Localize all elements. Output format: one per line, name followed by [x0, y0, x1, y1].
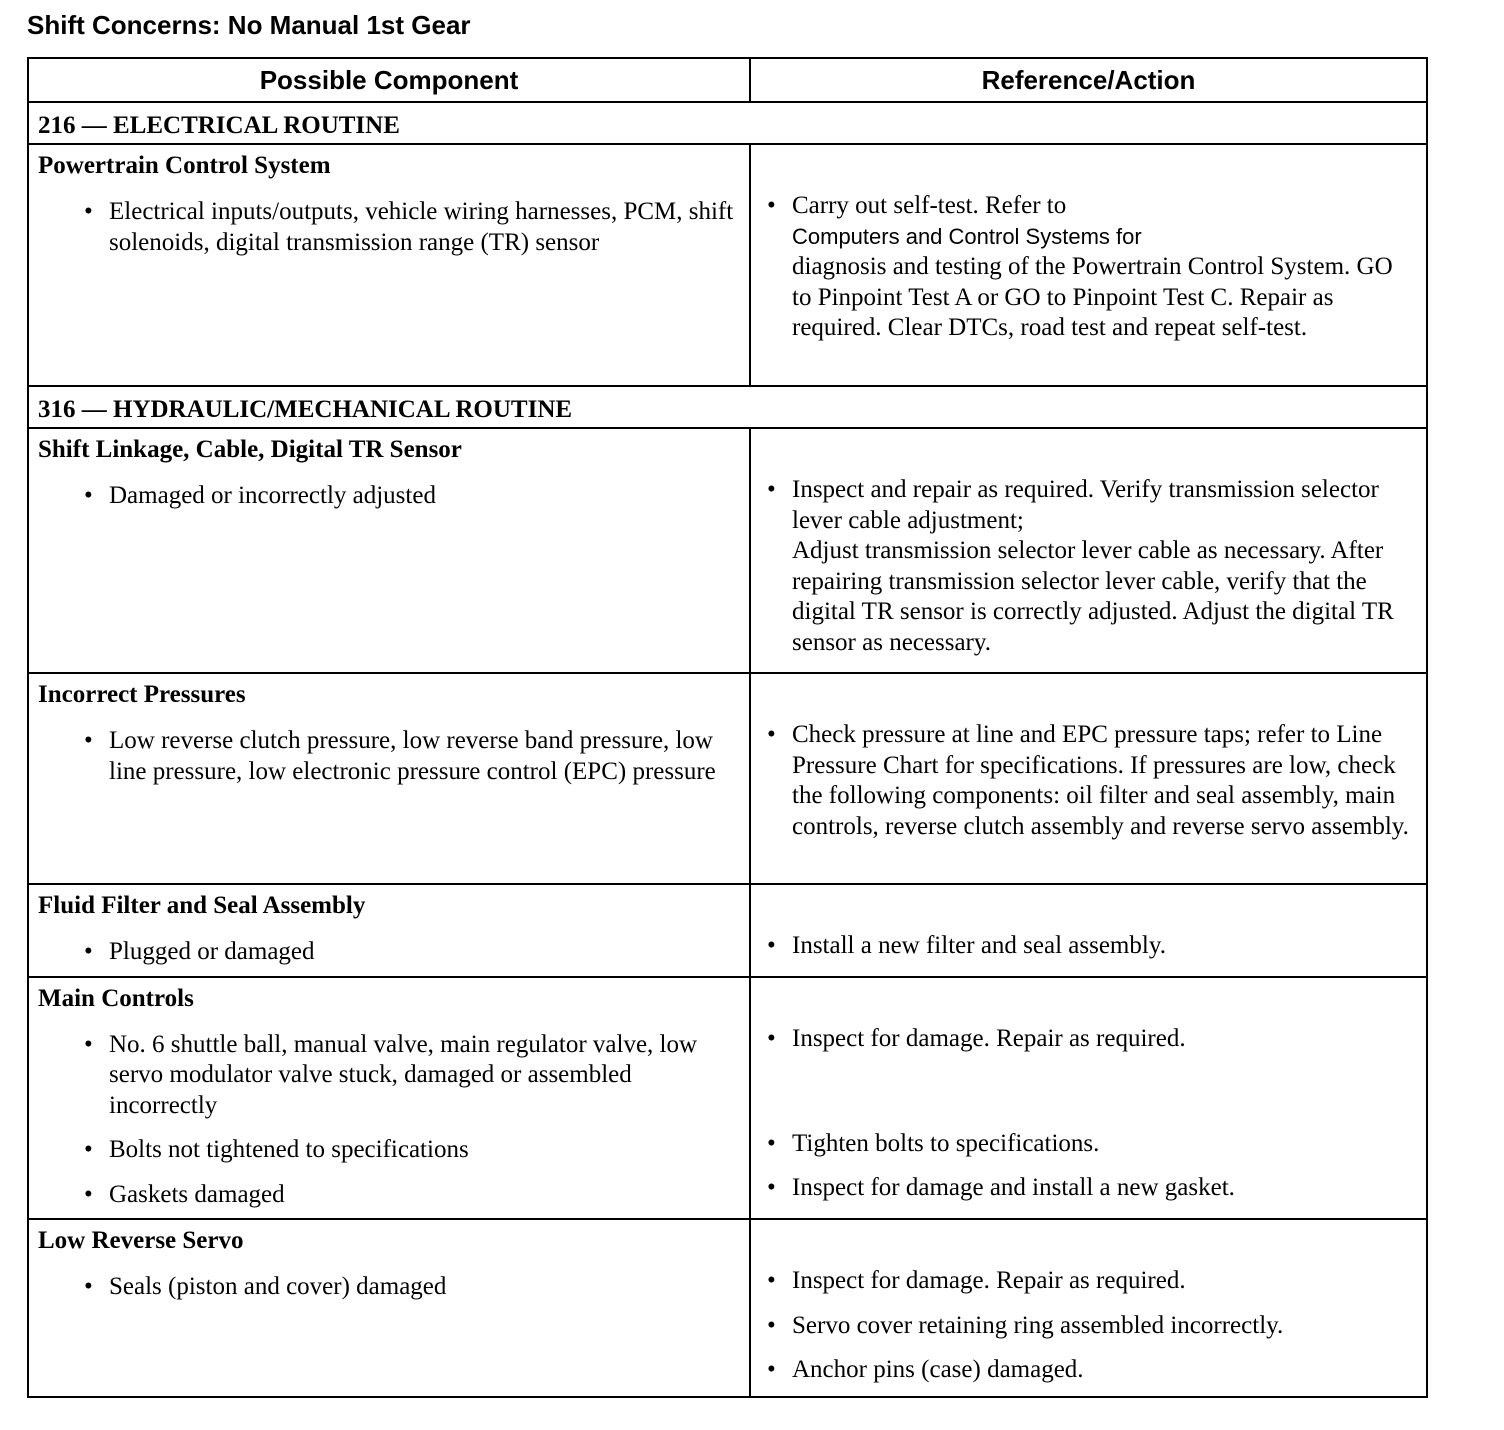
group-title: Low Reverse Servo	[38, 1227, 244, 1254]
bullet-icon: •	[84, 938, 93, 965]
column-header-action: Reference/Action	[750, 58, 1427, 102]
component-cell	[28, 977, 750, 1220]
list-item	[29, 1030, 749, 1122]
list-item	[29, 1180, 749, 1211]
component-cell	[28, 1219, 750, 1397]
bullet-icon: •	[767, 1267, 776, 1294]
component-cell	[28, 428, 750, 673]
item-text: diagnosis and testing of the Powertrain Control System. GO to Pinpoint Test A or GO to Pinpoint Test C. Repair as required. Clear DTCs, road test and repeat self-test.	[792, 253, 1393, 341]
bullet-icon: •	[767, 1129, 776, 1157]
item-text: Check pressure at line and EPC pressure taps; refer to Line Pressure Chart for specifications. If pressures are low, check the following components: oil filter and seal assembly, main controls, reverse clutch assembly and reverse servo assembly.	[792, 721, 1409, 840]
item-text: Electrical inputs/outputs, vehicle wiring harnesses, PCM, shift solenoids, digital transmission range (TR) sensor	[109, 198, 734, 256]
item-text: Inspect for damage. Repair as required.	[792, 1024, 1186, 1052]
bullet-icon: •	[767, 1024, 776, 1052]
bullet-icon: •	[767, 1311, 776, 1339]
table-row	[28, 884, 1427, 977]
table-header-row	[28, 58, 1427, 102]
list-item	[751, 1355, 1426, 1386]
bullet-icon: •	[767, 1174, 776, 1201]
bullet-icon: •	[767, 1356, 776, 1383]
group-title: Shift Linkage, Cable, Digital TR Sensor	[38, 436, 462, 463]
shift-concerns-table	[27, 57, 1428, 1398]
list-item	[751, 720, 1426, 848]
action-cell	[750, 884, 1427, 977]
item-text: Damaged or incorrectly adjusted	[109, 482, 436, 509]
item-text: No. 6 shuttle ball, manual valve, main regulator valve, low servo modulator valve stuck, damaged or assembled incorrectly	[109, 1030, 698, 1119]
page-title: Shift Concerns: No Manual 1st Gear	[27, 10, 471, 40]
bullet-icon: •	[767, 721, 776, 748]
bullet-icon: •	[84, 482, 93, 509]
component-cell	[28, 673, 750, 884]
item-text: Plugged or damaged	[109, 938, 315, 965]
group-title: Incorrect Pressures	[38, 681, 246, 708]
list-item	[29, 937, 749, 968]
item-text: Inspect and repair as required. Verify transmission selector lever cable adjustment;	[792, 476, 1379, 534]
table-row	[28, 673, 1427, 884]
action-cell	[750, 673, 1427, 884]
item-text: Inspect for damage and install a new gasket.	[792, 1174, 1235, 1201]
table-row	[28, 977, 1427, 1220]
item-text: Adjust transmission selector lever cable as necessary. After repairing transmission selector lever cable, verify that the digital TR sensor is correctly adjusted. Adjust the digital TR sensor as necessary.	[792, 537, 1394, 656]
bullet-icon: •	[84, 198, 93, 225]
table-row	[28, 428, 1427, 673]
group-title: Powertrain Control System	[38, 152, 331, 179]
section-row	[28, 102, 1427, 144]
bullet-icon: •	[84, 1136, 93, 1163]
section-row	[28, 386, 1427, 428]
action-cell	[750, 144, 1427, 386]
section-title: 216 — ELECTRICAL ROUTINE	[28, 102, 1427, 144]
item-text: Tighten bolts to specifications.	[792, 1129, 1100, 1157]
list-item	[751, 475, 1426, 664]
bullet-icon: •	[767, 932, 776, 959]
reference-link[interactable]: Computers and Control Systems for	[792, 223, 1142, 249]
component-cell	[28, 884, 750, 977]
bullet-icon: •	[767, 476, 776, 503]
action-cell	[750, 977, 1427, 1220]
item-text: Seals (piston and cover) damaged	[109, 1273, 447, 1300]
list-item	[29, 197, 749, 258]
list-item	[751, 1024, 1426, 1115]
bullet-icon: •	[767, 192, 776, 219]
list-item	[29, 1135, 749, 1166]
group-title: Fluid Filter and Seal Assembly	[38, 892, 366, 919]
bullet-icon: •	[84, 727, 93, 754]
list-item	[751, 1129, 1426, 1160]
bullet-icon: •	[84, 1180, 93, 1208]
list-item	[751, 191, 1426, 350]
bullet-icon: •	[84, 1030, 93, 1058]
item-text: Carry out self-test. Refer to	[792, 192, 1067, 219]
list-item	[751, 1266, 1426, 1297]
item-text: Gaskets damaged	[109, 1180, 285, 1208]
list-item	[751, 931, 1426, 962]
list-item	[29, 1272, 749, 1303]
action-cell	[750, 1219, 1427, 1397]
component-cell	[28, 144, 750, 386]
table-row	[28, 144, 1427, 386]
list-item	[29, 481, 749, 512]
item-text: Servo cover retaining ring assembled incorrectly.	[792, 1311, 1284, 1339]
bullet-icon: •	[84, 1273, 93, 1300]
item-text: Bolts not tightened to specifications	[109, 1136, 469, 1163]
item-text: Install a new filter and seal assembly.	[792, 932, 1166, 959]
item-text: Inspect for damage. Repair as required.	[792, 1267, 1186, 1294]
item-text: Anchor pins (case) damaged.	[792, 1356, 1084, 1383]
column-header-component: Possible Component	[28, 58, 750, 102]
list-item	[751, 1311, 1426, 1342]
item-text: Low reverse clutch pressure, low reverse band pressure, low line pressure, low electronic pressure control (EPC) pressure	[109, 727, 716, 785]
group-title: Main Controls	[38, 984, 194, 1012]
action-cell	[750, 428, 1427, 673]
section-title: 316 — HYDRAULIC/MECHANICAL ROUTINE	[28, 386, 1427, 428]
list-item	[29, 726, 749, 787]
list-item	[751, 1173, 1426, 1204]
table-row	[28, 1219, 1427, 1397]
